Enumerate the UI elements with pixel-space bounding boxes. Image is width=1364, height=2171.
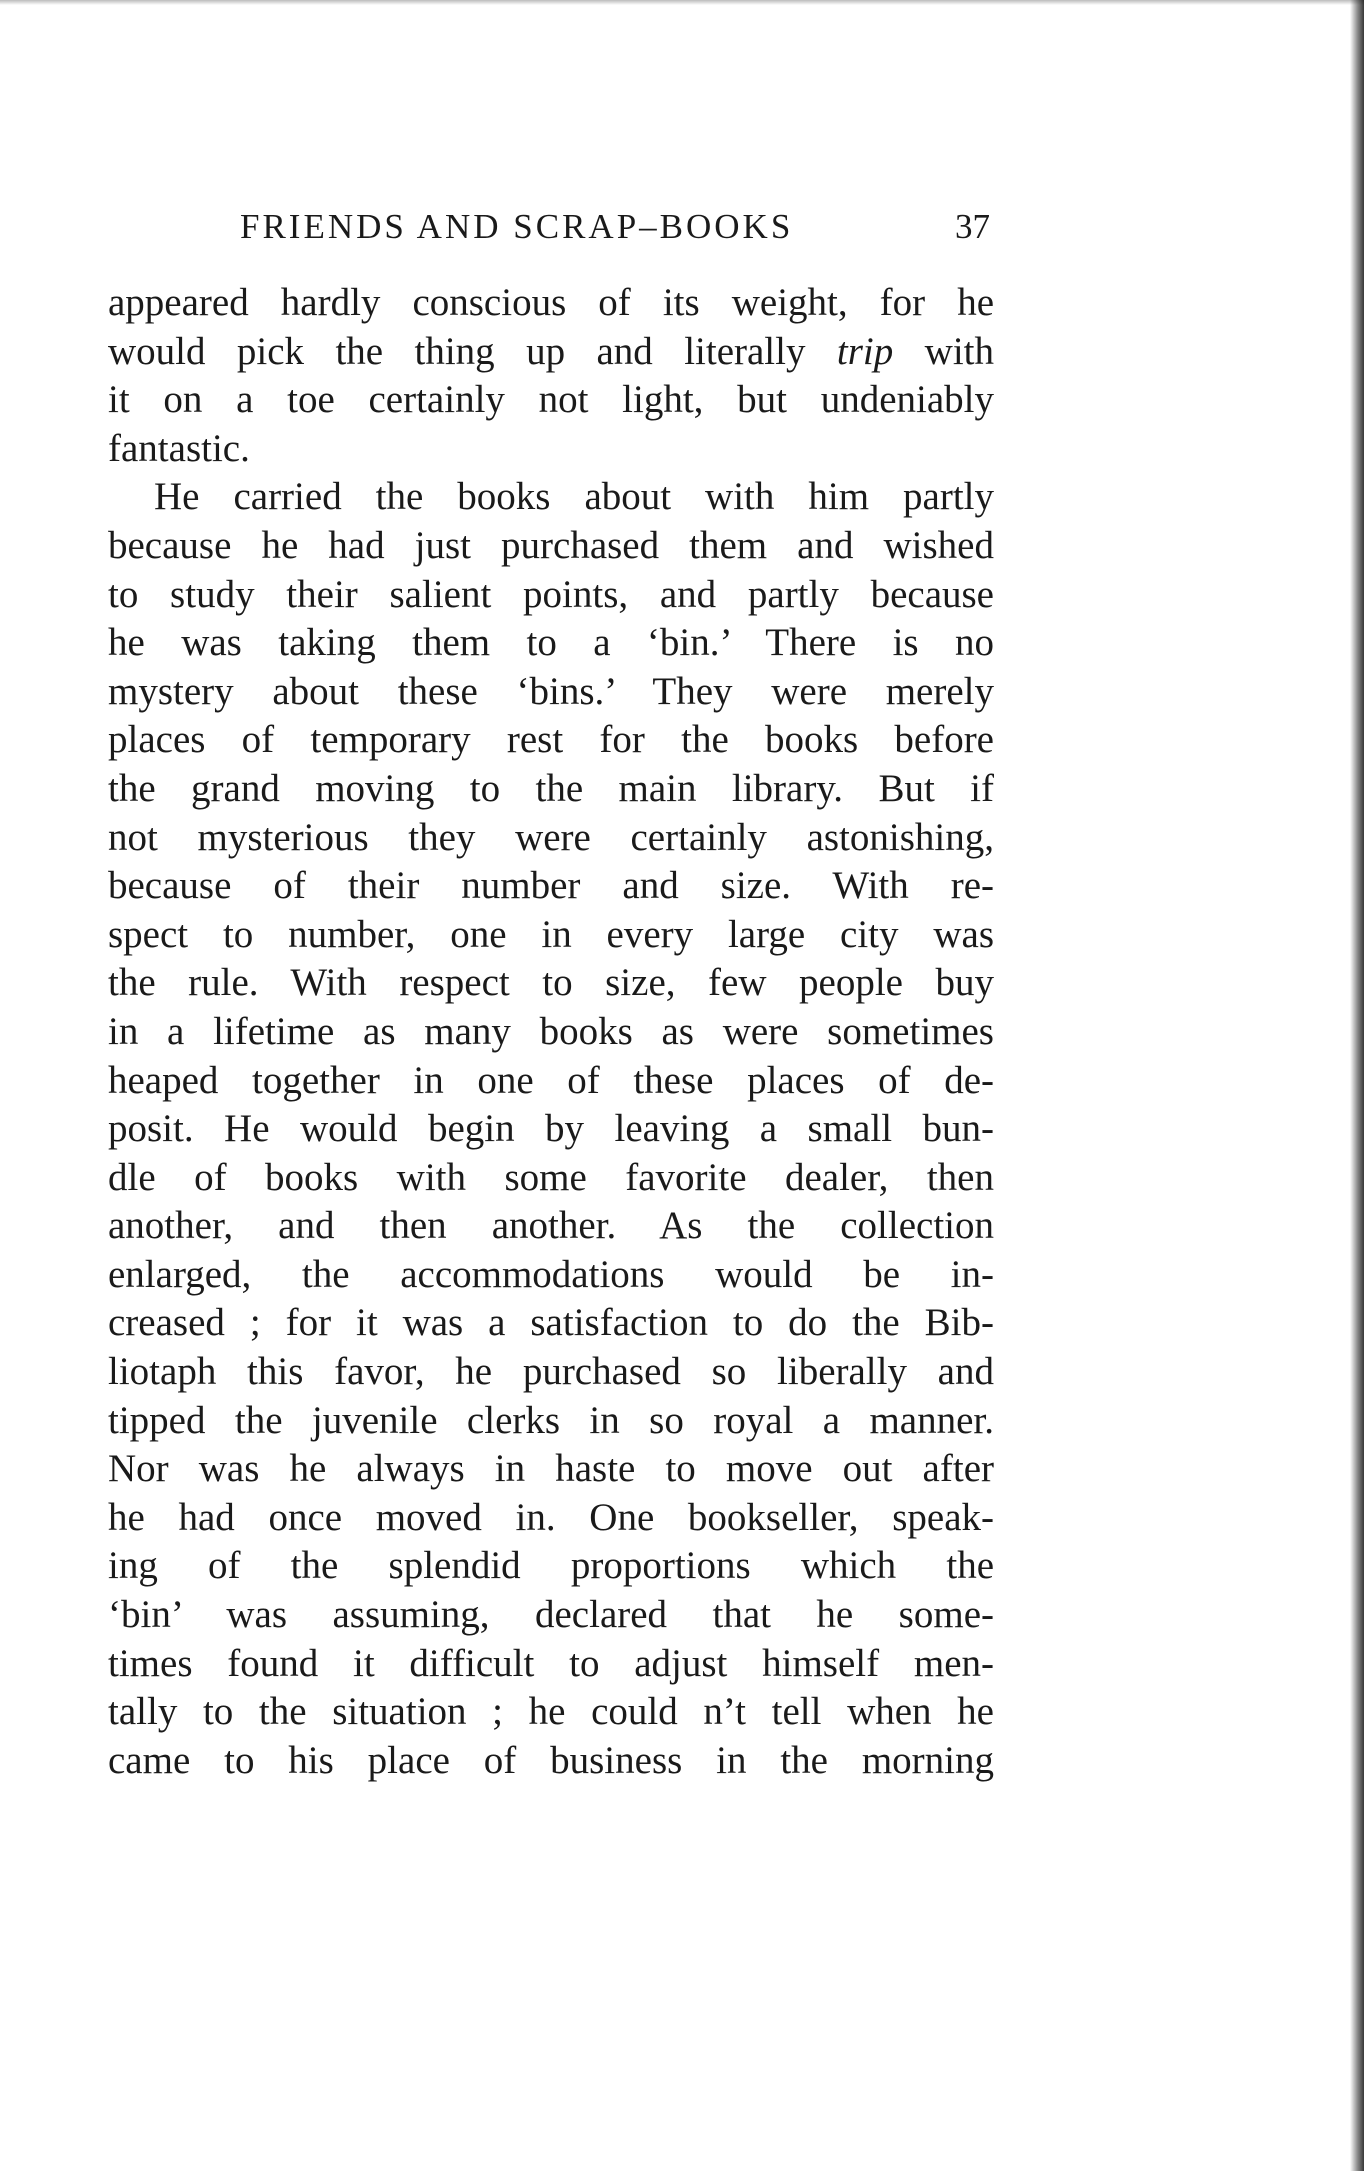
text-line: times found it difficult to adjust himself men- [108, 1641, 994, 1685]
text-line: another, and then another. As the collection [108, 1204, 994, 1248]
body-text [108, 279, 994, 1785]
text-line: because he had just purchased them and wished [108, 523, 994, 567]
text-line: mystery about these ‘bins.’ They were merely [108, 669, 994, 713]
text-line: came to his place of business in the morning [108, 1738, 994, 1782]
text-line: not mysterious they were certainly astonishing, [108, 815, 994, 859]
text-line: Nor was he always in haste to move out after [108, 1447, 994, 1491]
text-line: the rule. With respect to size, few people buy [108, 961, 994, 1005]
text-line: in a lifetime as many books as were sometimes [108, 1009, 994, 1053]
text-line: the grand moving to the main library. But if [108, 766, 994, 810]
text-line: tally to the situation ; he could n’t tell when he [108, 1690, 994, 1734]
text-line: posit. He would begin by leaving a small bun- [108, 1107, 994, 1151]
running-head-title: FRIENDS AND SCRAP–BOOKS [240, 207, 794, 246]
text-line: enlarged, the accommodations would be in- [108, 1252, 994, 1296]
text-line: liotaph this favor, he purchased so liberally and [108, 1350, 994, 1394]
text-line [108, 328, 994, 377]
text-line: dle of books with some favorite dealer, then [108, 1155, 994, 1199]
text-line: he was taking them to a ‘bin.’ There is no [108, 621, 994, 665]
text-line: creased ; for it was a satisfaction to do the Bib- [108, 1301, 994, 1345]
text-line: ‘bin’ was assuming, declared that he some- [108, 1593, 994, 1637]
page-number: 37 [955, 207, 990, 246]
text-line: tipped the juvenile clerks in so royal a manner. [108, 1398, 994, 1442]
page-edge-shadow-top [0, 0, 1364, 5]
text-line: ing of the splendid proportions which the [108, 1544, 994, 1588]
paragraph-first-line: He carried the books about with him partly [154, 475, 994, 519]
text-line-part: with [893, 329, 994, 373]
italic-word: trip [836, 329, 894, 373]
text-line: fantastic. [108, 426, 250, 470]
text-line: spect to number, one in every large city was [108, 912, 994, 956]
text-line: appeared hardly conscious of its weight, for he [108, 281, 994, 324]
text-line: to study their salient points, and partly because [108, 572, 994, 616]
text-line-part: would pick the thing up and literally [108, 329, 837, 373]
text-line: because of their number and size. With re- [108, 864, 994, 908]
text-line: he had once moved in. One bookseller, speak- [108, 1495, 994, 1539]
text-line: places of temporary rest for the books before [108, 718, 994, 762]
running-head [240, 207, 990, 253]
text-line: it on a toe certainly not light, but undeniably [108, 378, 994, 422]
page-edge-shadow-right [1350, 0, 1364, 2171]
text-line: heaped together in one of these places of de- [108, 1058, 994, 1102]
